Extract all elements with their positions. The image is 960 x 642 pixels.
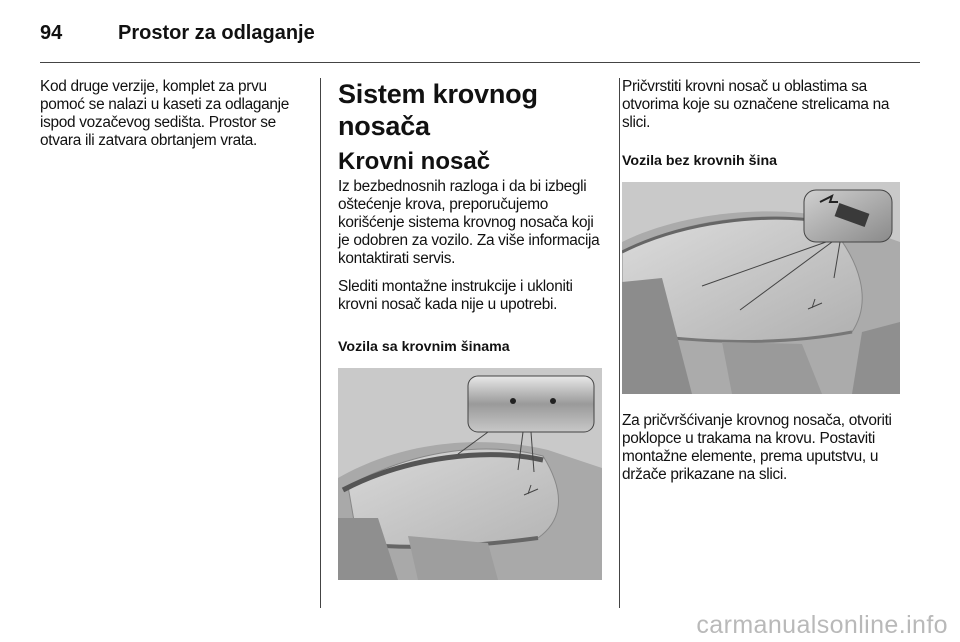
subsection-title: Krovni nosač bbox=[338, 148, 491, 175]
section-title: Sistem krovnog nosača bbox=[338, 79, 538, 141]
header-divider bbox=[40, 62, 920, 63]
subheading-without-rails: Vozila bez krovnih šina bbox=[622, 153, 778, 169]
page-header bbox=[40, 18, 315, 48]
column-left bbox=[40, 78, 302, 160]
roof-rails-illustration bbox=[338, 368, 602, 580]
column-divider-right bbox=[619, 78, 620, 608]
attach-paragraph: Pričvrstiti krovni nosač u oblastima sa otvorima koje su označene strelicama na slici. bbox=[622, 78, 890, 131]
subheading-with-rails: Vozila sa krovnim šinama bbox=[338, 339, 510, 355]
chapter-title: Prostor za odlaganje bbox=[118, 21, 315, 44]
mounting-paragraph: Za pričvršćivanje krovnog nosača, otvoriti poklopce u trakama na krovu. Postaviti montažne elemente, prema uputstvu, u držače prikazane na slici. bbox=[622, 412, 892, 483]
instructions-paragraph: Slediti montažne instrukcije i ukloniti krovni nosač kada nije u upotrebi. bbox=[338, 278, 573, 313]
column-right bbox=[622, 78, 902, 494]
column-middle bbox=[338, 78, 604, 580]
safety-paragraph: Iz bezbednosnih razloga i da bi izbegli oštećenje krova, preporučujemo korišćenje sistema krovnog nosača koji je odobren za vozilo. Za više informacija kontaktirati servis. bbox=[338, 178, 600, 267]
page-number: 94 bbox=[40, 21, 63, 44]
roof-without-rails-illustration bbox=[622, 182, 900, 394]
watermark: carmanualsonline.info bbox=[696, 611, 948, 639]
column-divider-left bbox=[320, 78, 321, 608]
first-aid-paragraph: Kod druge verzije, komplet za prvu pomoć se nalazi u kaseti za odlaganje ispod vozačevog sedišta. Prostor se otvara ili zatvara obrtanjem vrata. bbox=[40, 78, 289, 149]
